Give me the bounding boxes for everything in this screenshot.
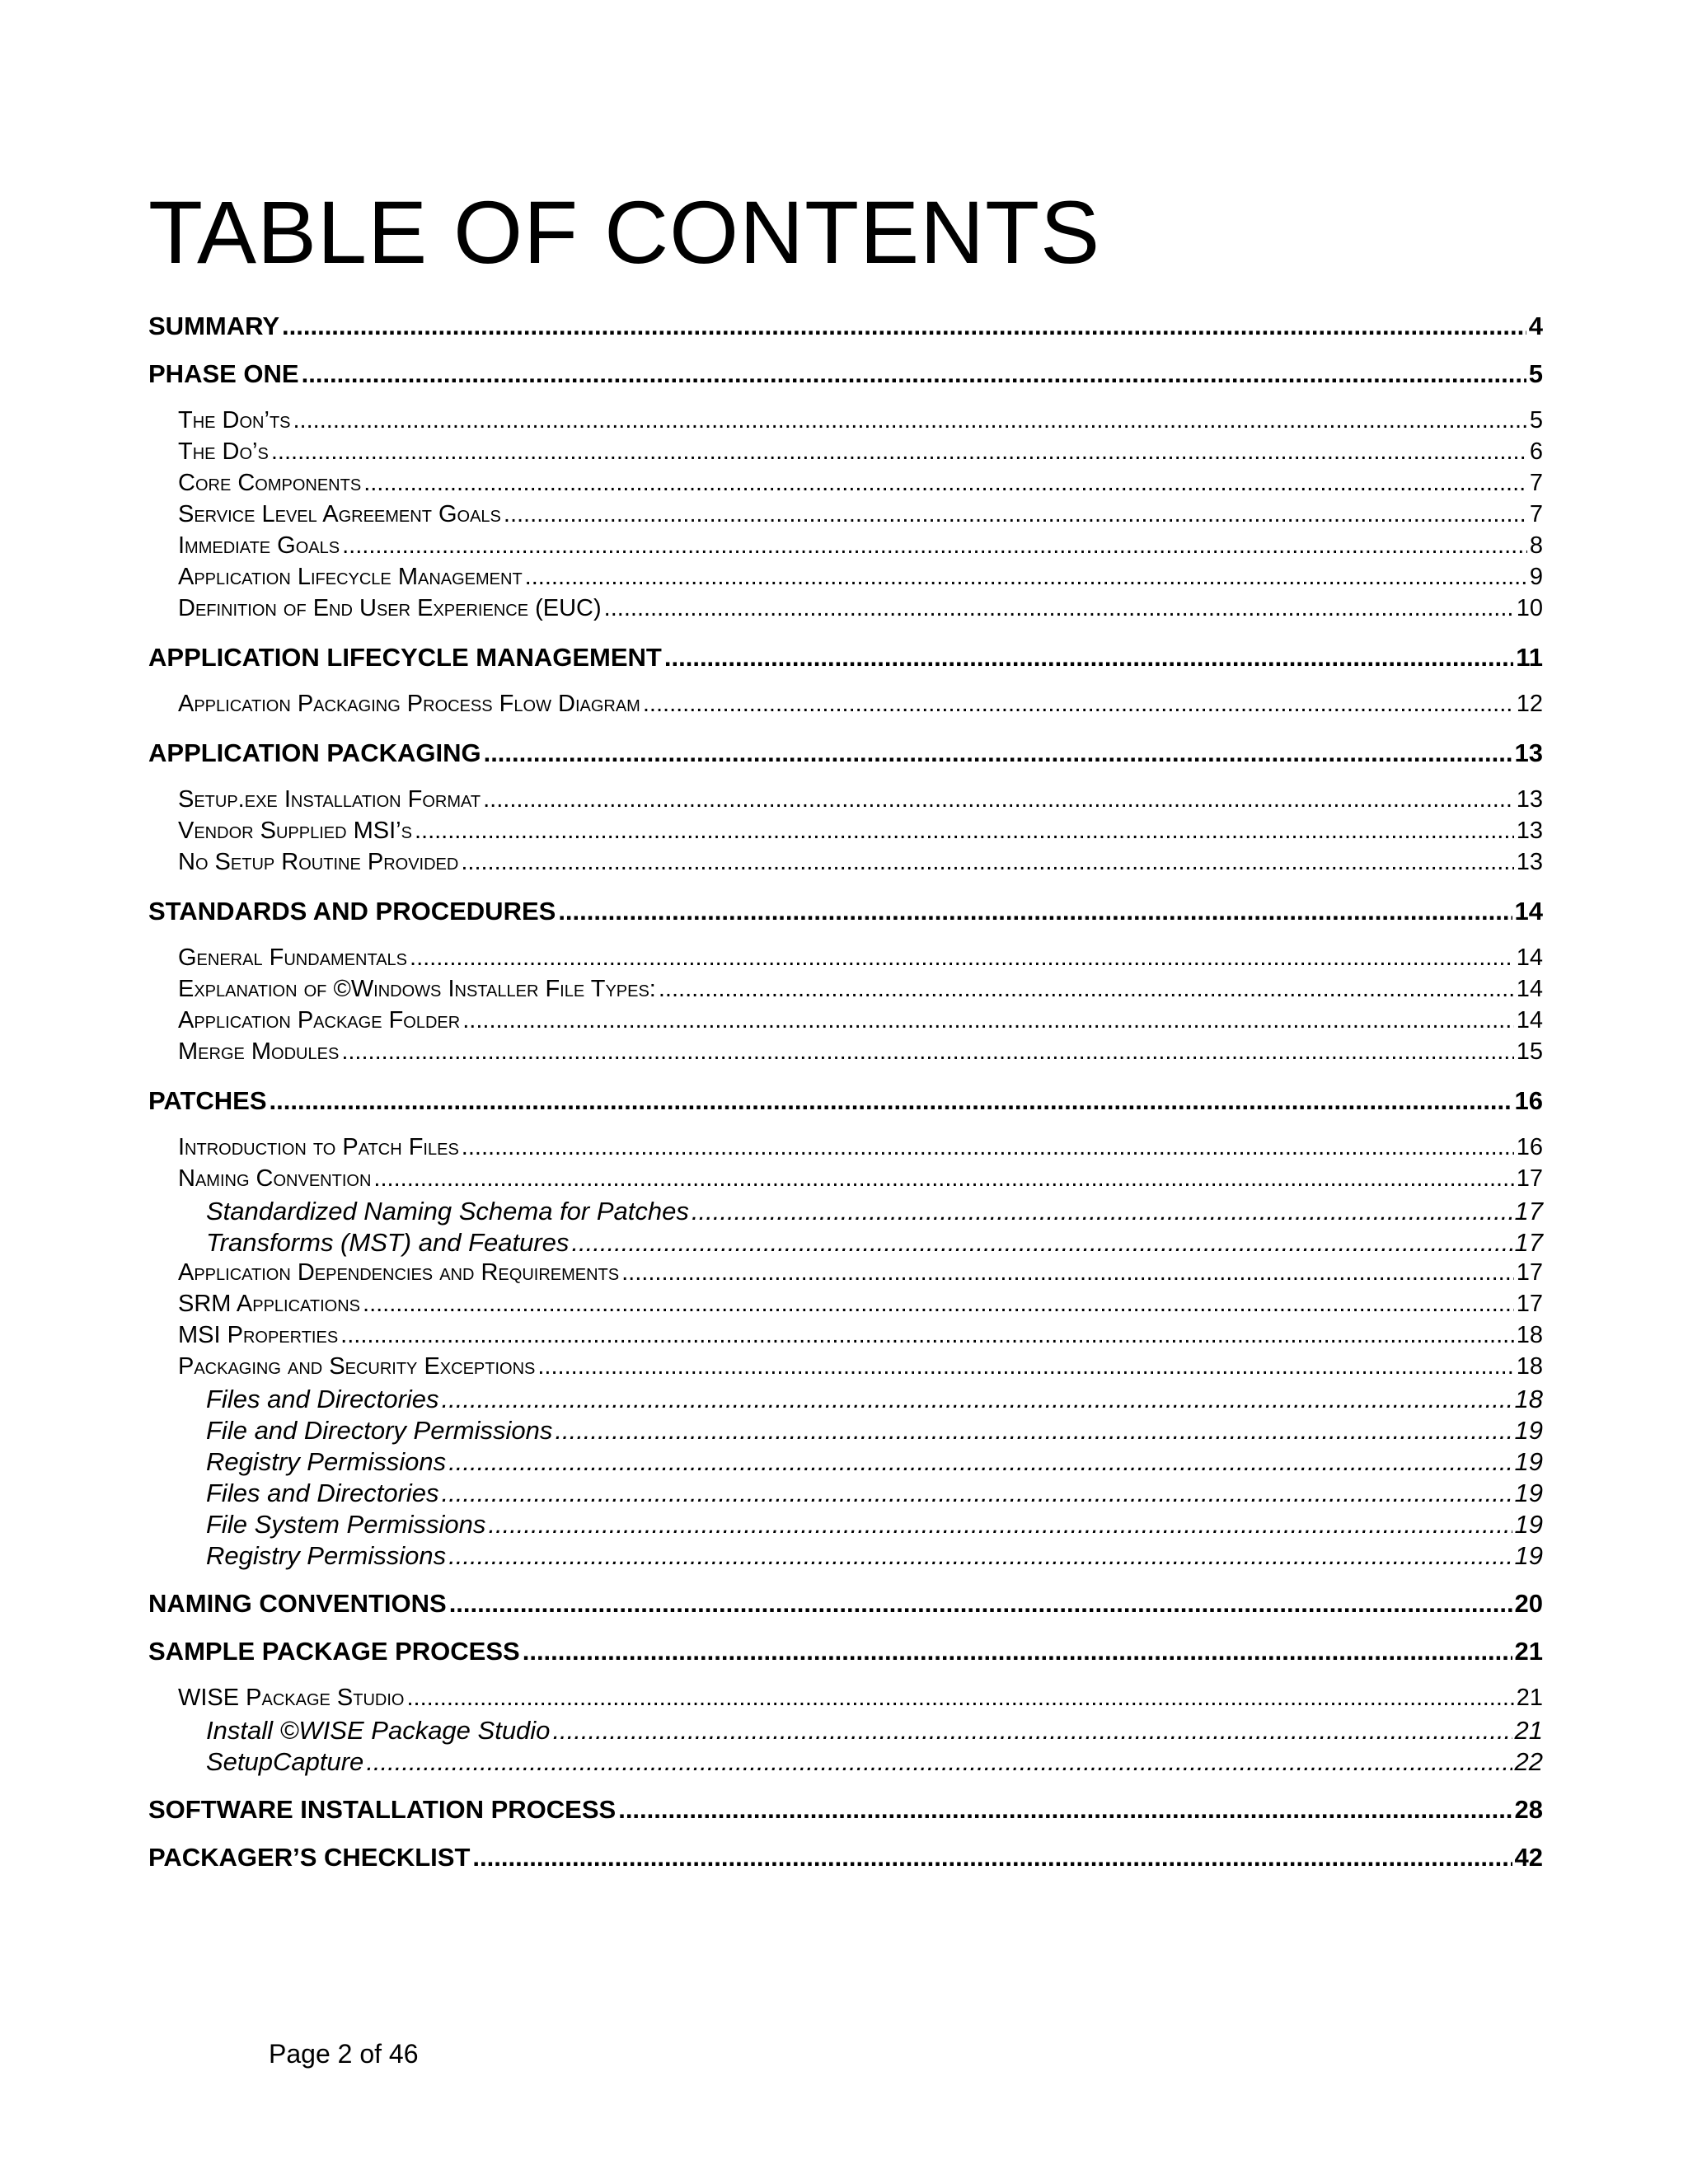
dot-leader bbox=[692, 1197, 1512, 1226]
toc-entry[interactable] bbox=[148, 1589, 1543, 1620]
toc-entry[interactable] bbox=[148, 1447, 1543, 1479]
toc-entry-label: WISE Package Studio bbox=[178, 1685, 405, 1711]
toc-entry[interactable] bbox=[148, 359, 1543, 391]
toc-entry[interactable] bbox=[148, 1322, 1543, 1353]
dot-leader bbox=[342, 532, 1527, 560]
dot-leader bbox=[488, 1510, 1512, 1540]
toc-entry-label: STANDARDS AND PROCEDURES bbox=[148, 897, 556, 926]
toc-entry[interactable] bbox=[148, 1716, 1543, 1747]
toc-entry-label: APPLICATION PACKAGING bbox=[148, 738, 481, 767]
toc-entry-page-number: 17 bbox=[1516, 1165, 1543, 1192]
toc-entry-label: Application Package Folder bbox=[178, 1007, 461, 1033]
toc-entry-label: Files and Directories bbox=[206, 1479, 439, 1507]
toc-entry-label: Definition of End User Experience (EUC) bbox=[178, 595, 602, 621]
toc-entry-label: SRM Applications bbox=[178, 1291, 361, 1317]
dot-leader bbox=[282, 312, 1526, 341]
dot-leader bbox=[555, 1416, 1512, 1446]
toc-entry-page-number: 21 bbox=[1514, 1716, 1543, 1745]
toc-entry-label: PACKAGER’S CHECKLIST bbox=[148, 1843, 471, 1872]
toc-entry-label: NAMING CONVENTIONS bbox=[148, 1589, 447, 1618]
dot-leader bbox=[552, 1716, 1512, 1746]
toc-entry[interactable] bbox=[148, 1165, 1543, 1197]
toc-entry-page-number: 14 bbox=[1516, 976, 1543, 1002]
toc-entry-label: Registry Permissions bbox=[206, 1447, 447, 1476]
dot-leader bbox=[448, 1447, 1512, 1477]
toc-entry-label: Core Components bbox=[178, 470, 362, 496]
toc-entry[interactable] bbox=[148, 1541, 1543, 1572]
dot-leader bbox=[621, 1259, 1514, 1286]
toc-entry-page-number: 16 bbox=[1514, 1086, 1543, 1115]
toc-entry-page-number: 14 bbox=[1516, 944, 1543, 971]
dot-leader bbox=[363, 470, 1527, 497]
toc-entry[interactable] bbox=[148, 976, 1543, 1007]
toc-entry-label: Service Level Agreement Goals bbox=[178, 501, 501, 527]
toc-entry-page-number: 12 bbox=[1516, 691, 1543, 717]
toc-entry[interactable] bbox=[148, 438, 1543, 470]
toc-entry-page-number: 7 bbox=[1529, 470, 1543, 496]
toc-entry[interactable] bbox=[148, 1843, 1543, 1874]
toc-entry[interactable] bbox=[148, 1038, 1543, 1070]
toc-entry[interactable] bbox=[148, 532, 1543, 564]
toc-entry[interactable] bbox=[148, 1134, 1543, 1165]
dot-leader bbox=[537, 1353, 1513, 1380]
toc-entry-label: Application Packaging Process Flow Diagram bbox=[178, 691, 640, 717]
toc-entry-label: PATCHES bbox=[148, 1086, 267, 1115]
toc-entry[interactable] bbox=[148, 1291, 1543, 1322]
dot-leader bbox=[410, 944, 1514, 972]
toc-entry[interactable] bbox=[148, 1259, 1543, 1291]
toc-entry-label: Transforms (MST) and Features bbox=[206, 1228, 570, 1257]
dot-leader bbox=[618, 1795, 1512, 1825]
toc-entry[interactable] bbox=[148, 1228, 1543, 1259]
dot-leader bbox=[483, 786, 1514, 813]
toc-entry-label: General Fundamentals bbox=[178, 944, 408, 971]
table-of-contents bbox=[148, 312, 1543, 1874]
toc-entry-page-number: 21 bbox=[1514, 1637, 1543, 1666]
toc-entry-label: Immediate Goals bbox=[178, 532, 340, 559]
toc-entry-page-number: 19 bbox=[1514, 1541, 1543, 1570]
toc-entry-page-number: 15 bbox=[1516, 1038, 1543, 1065]
toc-entry-label: File System Permissions bbox=[206, 1510, 486, 1539]
toc-entry[interactable] bbox=[148, 818, 1543, 849]
toc-entry-page-number: 19 bbox=[1514, 1416, 1543, 1445]
toc-entry-label: MSI Properties bbox=[178, 1322, 339, 1348]
dot-leader bbox=[340, 1322, 1514, 1349]
toc-entry-page-number: 18 bbox=[1514, 1385, 1543, 1413]
dot-leader bbox=[558, 897, 1512, 926]
toc-entry-label: The Don’ts bbox=[178, 407, 291, 434]
toc-entry-page-number: 10 bbox=[1516, 595, 1543, 621]
dot-leader bbox=[504, 501, 1527, 528]
toc-entry-label: SUMMARY bbox=[148, 312, 280, 340]
toc-entry[interactable] bbox=[148, 470, 1543, 501]
dot-leader bbox=[442, 1385, 1512, 1414]
toc-entry-page-number: 7 bbox=[1529, 501, 1543, 527]
toc-entry[interactable] bbox=[148, 407, 1543, 438]
toc-entry[interactable] bbox=[148, 1197, 1543, 1228]
page-number-footer: Page 2 of 46 bbox=[269, 2039, 419, 2069]
toc-entry-page-number: 18 bbox=[1516, 1353, 1543, 1380]
toc-entry-page-number: 14 bbox=[1514, 897, 1543, 926]
toc-entry-page-number: 14 bbox=[1516, 1007, 1543, 1033]
toc-entry-page-number: 16 bbox=[1516, 1134, 1543, 1160]
toc-entry[interactable] bbox=[148, 312, 1543, 343]
toc-entry[interactable] bbox=[148, 738, 1543, 770]
toc-entry-page-number: 5 bbox=[1529, 407, 1543, 434]
toc-entry-page-number: 6 bbox=[1529, 438, 1543, 465]
dot-leader bbox=[442, 1479, 1512, 1508]
dot-leader bbox=[462, 1134, 1514, 1161]
dot-leader bbox=[270, 1086, 1512, 1116]
toc-entry-label: Introduction to Patch Files bbox=[178, 1134, 459, 1160]
toc-entry[interactable] bbox=[148, 1086, 1543, 1118]
toc-entry[interactable] bbox=[148, 1795, 1543, 1826]
toc-entry[interactable] bbox=[148, 501, 1543, 532]
dot-leader bbox=[341, 1038, 1513, 1066]
toc-entry-label: Naming Convention bbox=[178, 1165, 372, 1192]
dot-leader bbox=[659, 976, 1514, 1003]
toc-entry-label: No Setup Routine Provided bbox=[178, 849, 459, 875]
toc-entry-page-number: 17 bbox=[1516, 1291, 1543, 1317]
toc-entry[interactable] bbox=[148, 1479, 1543, 1510]
dot-leader bbox=[366, 1747, 1512, 1777]
toc-entry[interactable] bbox=[148, 1353, 1543, 1385]
dot-leader bbox=[525, 564, 1527, 591]
toc-entry-page-number: 28 bbox=[1514, 1795, 1543, 1824]
toc-entry-label: Setup.exe Installation Format bbox=[178, 786, 481, 813]
toc-entry[interactable] bbox=[148, 849, 1543, 880]
dot-leader bbox=[373, 1165, 1513, 1193]
toc-entry-page-number: 19 bbox=[1514, 1510, 1543, 1539]
dot-leader bbox=[462, 1007, 1514, 1034]
toc-entry-label: SetupCapture bbox=[206, 1747, 364, 1776]
toc-entry[interactable] bbox=[148, 1007, 1543, 1038]
toc-entry-page-number: 18 bbox=[1516, 1322, 1543, 1348]
toc-entry-label: Application Lifecycle Management bbox=[178, 564, 523, 590]
toc-entry-label: Files and Directories bbox=[206, 1385, 439, 1413]
toc-entry-page-number: 17 bbox=[1514, 1228, 1543, 1257]
toc-entry-page-number: 19 bbox=[1514, 1447, 1543, 1476]
toc-entry[interactable] bbox=[148, 786, 1543, 818]
toc-entry-page-number: 9 bbox=[1529, 564, 1543, 590]
dot-leader bbox=[448, 1541, 1512, 1571]
toc-entry-label: Registry Permissions bbox=[206, 1541, 447, 1570]
toc-entry-page-number: 13 bbox=[1514, 738, 1543, 767]
toc-entry[interactable] bbox=[148, 564, 1543, 595]
toc-entry-page-number: 42 bbox=[1514, 1843, 1543, 1872]
toc-entry[interactable] bbox=[148, 944, 1543, 976]
toc-entry-page-number: 11 bbox=[1516, 643, 1543, 672]
toc-entry[interactable] bbox=[148, 691, 1543, 722]
toc-entry-label: Merge Modules bbox=[178, 1038, 340, 1065]
toc-entry-page-number: 19 bbox=[1514, 1479, 1543, 1507]
toc-entry-page-number: 4 bbox=[1528, 312, 1543, 340]
toc-entry-page-number: 17 bbox=[1514, 1197, 1543, 1226]
toc-entry[interactable] bbox=[148, 897, 1543, 928]
toc-entry-page-number: 5 bbox=[1528, 359, 1543, 388]
toc-entry-label: File and Directory Permissions bbox=[206, 1416, 553, 1445]
toc-entry-label: PHASE ONE bbox=[148, 359, 299, 388]
toc-entry-label: The Do’s bbox=[178, 438, 269, 465]
dot-leader bbox=[604, 595, 1514, 622]
toc-entry[interactable] bbox=[148, 1510, 1543, 1541]
toc-entry[interactable] bbox=[148, 1385, 1543, 1416]
dot-leader bbox=[363, 1291, 1514, 1318]
toc-entry-label: SAMPLE PACKAGE PROCESS bbox=[148, 1637, 520, 1666]
toc-entry-page-number: 13 bbox=[1516, 786, 1543, 813]
dot-leader bbox=[271, 438, 1527, 466]
toc-entry-label: Install ©WISE Package Studio bbox=[206, 1716, 551, 1745]
toc-entry-label: Packaging and Security Exceptions bbox=[178, 1353, 536, 1380]
dot-leader bbox=[415, 818, 1514, 845]
dot-leader bbox=[302, 359, 1526, 389]
toc-entry[interactable] bbox=[148, 1637, 1543, 1668]
toc-entry-label: Explanation of ©Windows Installer File Types: bbox=[178, 976, 656, 1002]
toc-entry[interactable] bbox=[148, 595, 1543, 626]
toc-entry-label: Application Dependencies and Requirements bbox=[178, 1259, 620, 1286]
dot-leader bbox=[472, 1843, 1512, 1872]
toc-entry[interactable] bbox=[148, 1747, 1543, 1779]
toc-entry-page-number: 17 bbox=[1516, 1259, 1543, 1286]
dot-leader bbox=[664, 643, 1513, 673]
toc-entry-page-number: 13 bbox=[1516, 849, 1543, 875]
toc-entry-label: APPLICATION LIFECYCLE MANAGEMENT bbox=[148, 643, 662, 672]
dot-leader bbox=[523, 1637, 1512, 1666]
toc-entry[interactable] bbox=[148, 1685, 1543, 1716]
dot-leader bbox=[407, 1685, 1514, 1712]
toc-entry-page-number: 20 bbox=[1514, 1589, 1543, 1618]
dot-leader bbox=[449, 1589, 1512, 1619]
toc-entry-label: SOFTWARE INSTALLATION PROCESS bbox=[148, 1795, 617, 1824]
dot-leader bbox=[643, 691, 1514, 718]
toc-entry-page-number: 8 bbox=[1529, 532, 1543, 559]
dot-leader bbox=[571, 1228, 1512, 1258]
toc-entry[interactable] bbox=[148, 643, 1543, 674]
dot-leader bbox=[461, 849, 1513, 876]
toc-entry-label: Vendor Supplied MSI’s bbox=[178, 818, 412, 844]
toc-entry[interactable] bbox=[148, 1416, 1543, 1447]
toc-entry-label: Standardized Naming Schema for Patches bbox=[206, 1197, 689, 1226]
toc-entry-page-number: 21 bbox=[1516, 1685, 1543, 1711]
dot-leader bbox=[293, 407, 1527, 434]
page-title: TABLE OF CONTENTS bbox=[148, 182, 1101, 282]
toc-entry-page-number: 22 bbox=[1514, 1747, 1543, 1776]
toc-entry-page-number: 13 bbox=[1516, 818, 1543, 844]
dot-leader bbox=[484, 738, 1512, 768]
